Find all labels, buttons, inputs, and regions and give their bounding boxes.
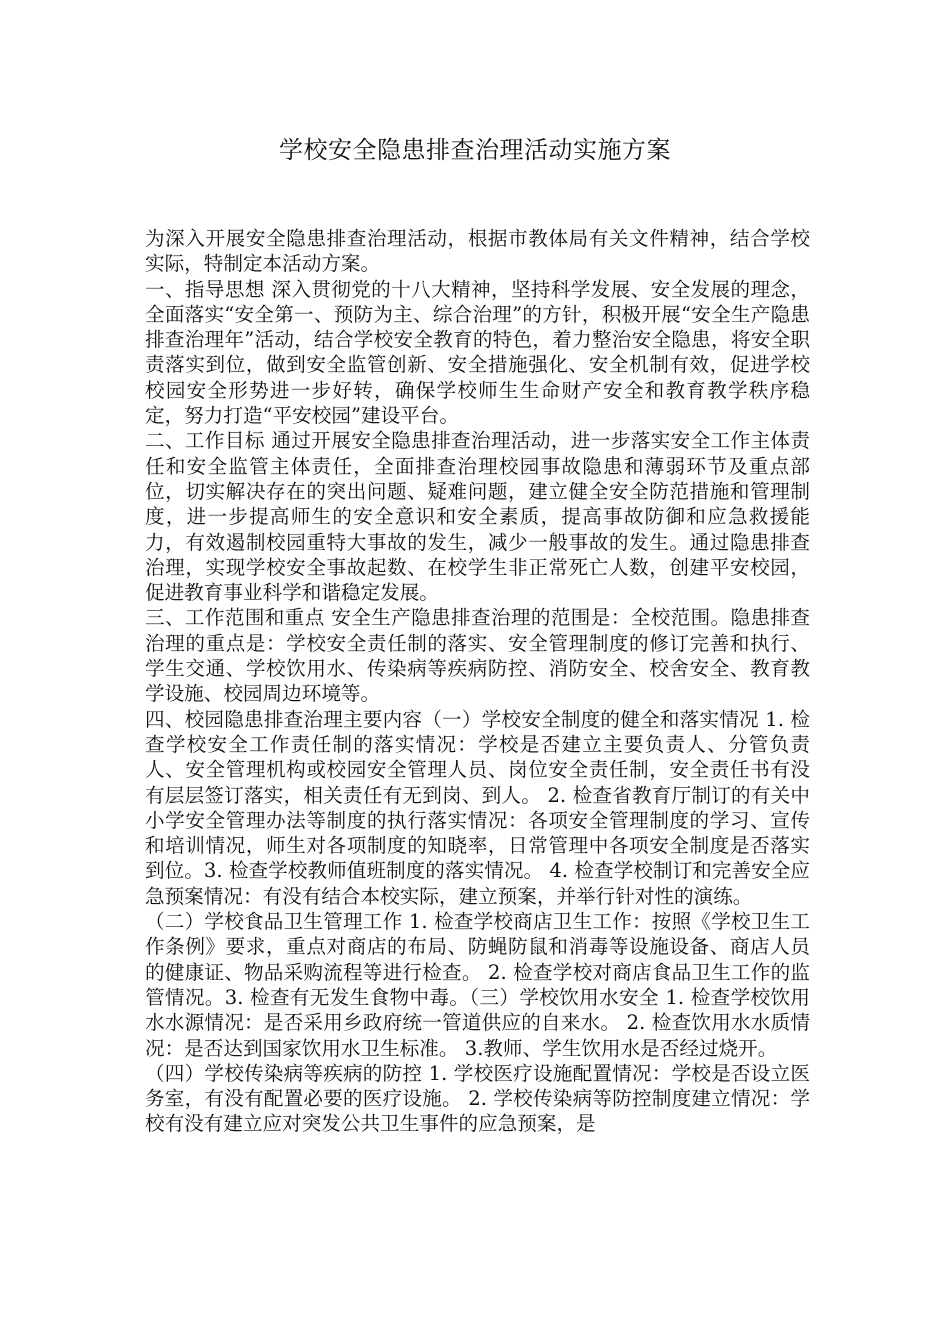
paragraph-guiding-ideology: 一、指导思想 深入贯彻党的十八大精神，坚持科学发展、安全发展的理念，全面落实“安全第一、预防为主、综合治理”的方针，积极开展“安全生产隐患排查治理年”活动，结合学校安全教育的特色，着力整治安全隐患，将安全职责落实到位，做到安全监管创新、安全措施强化、安全机制有效，促进学校校园安全形势进一步好转，确保学校师生生命财产安全和教育教学秩序稳定，努力打造“平安校园”建设平台。 bbox=[145, 277, 810, 428]
document-title: 学校安全隐患排查治理活动实施方案 bbox=[279, 136, 671, 164]
document-body bbox=[145, 226, 810, 1137]
paragraph-main-content-safety-system: 四、校园隐患排查治理主要内容（一）学校安全制度的健全和落实情况 1. 检查学校安全工作责任制的落实情况：学校是否建立主要负责人、分管负责人、安全管理机构或校园安全管理人员、岗位安全责任制，安全责任书有没有层层签订落实，相关责任有无到岗、到人。 2. 检查省教育厅制订的有关中小学安全管理办法等制度的执行落实情况：各项安全管理制度的学习、宣传和培训情况，师生对各项制度的知晓率，日常管理中各项安全制度是否落实到位。3. 检查学校教师值班制度的落实情况。 4. 检查学校制订和完善安全应急预案情况：有没有结合本校实际，建立预案，并举行针对性的演练。 bbox=[145, 707, 810, 908]
paragraph-scope-and-focus: 三、工作范围和重点 安全生产隐患排查治理的范围是：全校范围。隐患排查治理的重点是：学校安全责任制的落实、安全管理制度的修订完善和执行、学生交通、学校饮用水、传染病等疾病防控、消防安全、校舍安全、教育教学设施、校园周边环境等。 bbox=[145, 606, 810, 706]
paragraph-food-hygiene-and-water: （二）学校食品卫生管理工作 1. 检查学校商店卫生工作：按照《学校卫生工作条例》要求，重点对商店的布局、防蝇防鼠和消毒等设施设备、商店人员的健康证、物品采购流程等进行检查。 2. 检查学校对商店食品卫生工作的监管情况。3. 检查有无发生食物中毒。（三）学校饮用水安全 1. 检查学校饮用水水源情况：是否采用乡政府统一管道供应的自来水。 2. 检查饮用水水质情况：是否达到国家饮用水卫生标准。 3.教师、学生饮用水是否经过烧开。 bbox=[145, 910, 810, 1060]
paragraph-intro: 为深入开展安全隐患排查治理活动，根据市教体局有关文件精神，结合学校实际，特制定本活动方案。 bbox=[145, 227, 810, 276]
paragraph-work-objectives: 二、工作目标 通过开展安全隐患排查治理活动，进一步落实安全工作主体责任和安全监管主体责任，全面排查治理校园事故隐患和薄弱环节及重点部位，切实解决存在的突出问题、疑难问题，建立健全安全防范措施和管理制度，进一步提高师生的安全意识和安全素质，提高事故防御和应急救援能力，有效遏制校园重特大事故的发生，减少一般事故的发生。通过隐患排查治理，实现学校安全事故起数、在校学生非正常死亡人数，创建平安校园，促进教育事业科学和谐稳定发展。 bbox=[145, 429, 810, 605]
paragraph-disease-prevention: （四）学校传染病等疾病的防控 1. 学校医疗设施配置情况：学校是否设立医务室，有没有配置必要的医疗设施。 2. 学校传染病等防控制度建立情况：学校有没有建立应对突发公共卫生事件的应急预案，是 bbox=[145, 1061, 810, 1136]
